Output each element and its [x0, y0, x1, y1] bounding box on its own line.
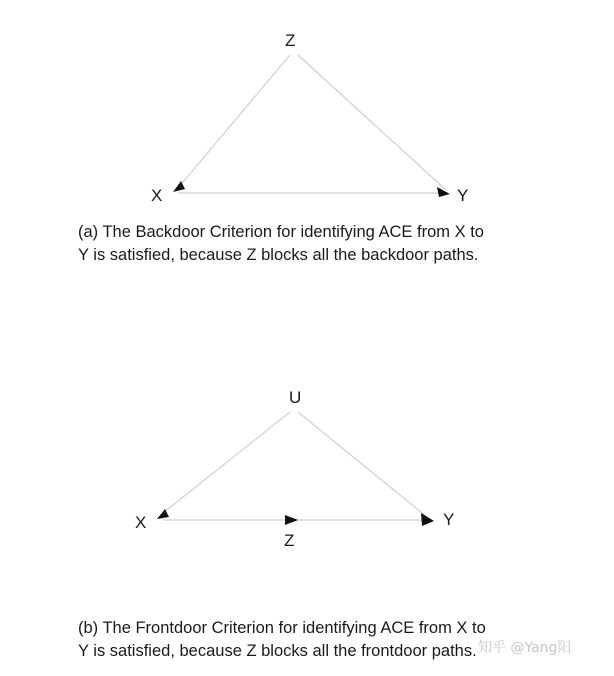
- edge-u-to-x: [163, 412, 290, 513]
- node-z: Z: [285, 31, 296, 50]
- node-x: X: [151, 186, 163, 205]
- caption-a: [78, 221, 598, 267]
- node-x: X: [135, 513, 147, 532]
- node-u: U: [289, 388, 302, 407]
- diagram-a: [151, 31, 468, 205]
- caption-b-line-2: Y is satisfied, because Z blocks all the frontdoor paths.: [78, 642, 477, 660]
- watermark: 知乎 @Yang阳: [478, 640, 572, 656]
- diagram-b: [135, 388, 454, 550]
- arrowhead-at-y: [421, 513, 434, 526]
- arrowhead-at-x: [157, 509, 169, 519]
- node-y: Y: [457, 186, 469, 205]
- edge-z-to-y: [298, 55, 446, 190]
- node-z: Z: [284, 531, 295, 550]
- edge-u-to-y: [298, 412, 427, 517]
- edge-z-to-x: [178, 55, 290, 188]
- arrowhead-at-z: [285, 515, 298, 525]
- caption-a-line-1: (a) The Backdoor Criterion for identifying ACE from X to: [78, 223, 484, 241]
- node-y: Y: [443, 510, 455, 529]
- caption-a-line-2: Y is satisfied, because Z blocks all the backdoor paths.: [78, 246, 479, 264]
- caption-b-line-1: (b) The Frontdoor Criterion for identifying ACE from X to: [78, 619, 486, 637]
